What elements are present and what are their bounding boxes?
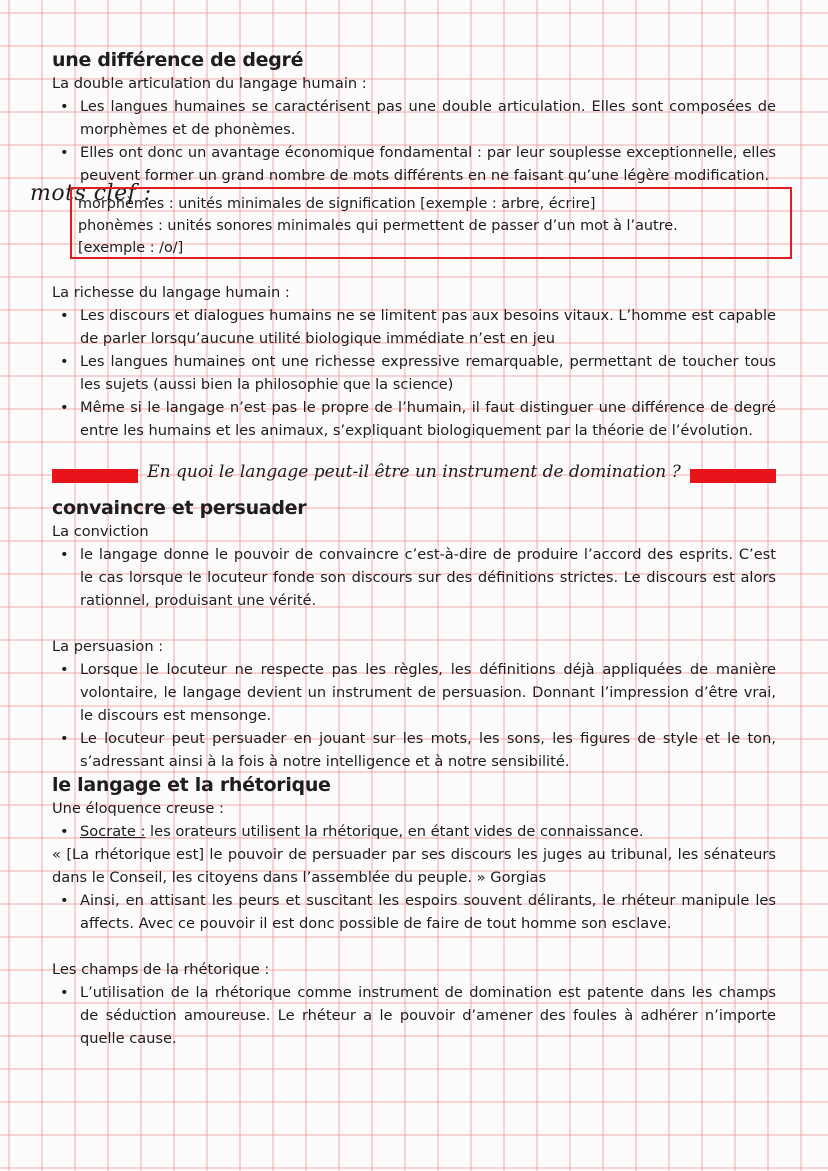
bullet-list <box>52 658 776 773</box>
subheading-eloquence-creuse: Une éloquence creuse : <box>52 800 224 817</box>
heading-difference-de-degre: une différence de degré <box>52 49 304 71</box>
socrate-text: les orateurs utilisent la rhétorique, en étant vides de connaissance. <box>145 823 644 840</box>
list-item: • Les langues humaines se caractérisent pas une double articulation. Elles sont composées de morphèmes et de phonèmes. <box>80 95 776 141</box>
list-item-socrate <box>80 820 776 843</box>
definitions-box <box>70 187 792 259</box>
list-item: • Les langues humaines ont une richesse expressive remarquable, permettant de toucher tous les sujets (aussi bien la philosophie que la science) <box>80 350 776 396</box>
definition-line: morphèmes : unités minimales de signification [exemple : arbre, écrire] <box>78 196 596 212</box>
bullet-list <box>52 981 776 1050</box>
bullet-list <box>52 543 776 612</box>
bullet-list <box>52 95 776 187</box>
list-item: • le langage donne le pouvoir de convaincre c’est-à-dire de produire l’accord des esprits. C’est le cas lorsque le locuteur fonde son discours sur des définitions strictes. Le discours est alors rationnel, produisant une vérité. <box>80 543 776 612</box>
subheading-conviction: La conviction <box>52 523 149 540</box>
question-title: En quoi le langage peut-il être un instrument de domination ? <box>147 461 681 482</box>
list-item: • L’utilisation de la rhétorique comme instrument de domination est patente dans les champs de séduction amoureuse. Le rhéteur a le pouvoir d’amener des foules à adhérer n’importe quelle cause. <box>80 981 776 1050</box>
list-item: • Ainsi, en attisant les peurs et suscitant les espoirs souvent délirants, le rhéteur manipule les affects. Avec ce pouvoir il est donc possible de faire de tout homme son esclave. <box>80 889 776 935</box>
definition-line: [exemple : /o/] <box>78 240 184 256</box>
red-bar-right <box>690 469 776 483</box>
subheading-persuasion: La persuasion : <box>52 638 164 655</box>
subheading-richesse: La richesse du langage humain : <box>52 284 290 301</box>
definition-line: phonèmes : unités sonores minimales qui permettent de passer d’un mot à l’autre. <box>78 218 678 234</box>
list-item: • Les discours et dialogues humains ne se limitent pas aux besoins vitaux. L’homme est capable de parler lorsqu’aucune utilité biologique immédiate n’est en jeu <box>80 304 776 350</box>
page <box>30 48 776 1050</box>
subheading-double-articulation: La double articulation du langage humain : <box>52 75 367 92</box>
mots-clef-label: mots clef : <box>30 181 152 206</box>
list-item: • Le locuteur peut persuader en jouant sur les mots, les sons, les figures de style et le ton, s’adressant ainsi à la fois à notre intelligence et à notre sensibilité. <box>80 727 776 773</box>
question-banner <box>52 448 776 496</box>
subheading-champs-rhetorique: Les champs de la rhétorique : <box>52 961 270 978</box>
list-item: • Lorsque le locuteur ne respecte pas les règles, les définitions déjà appliquées de manière volontaire, le langage devient un instrument de persuasion. Donnant l’impression d’être vrai, le discours est mensonge. <box>80 658 776 727</box>
bullet-list <box>52 820 776 843</box>
mots-clef-block <box>30 181 776 281</box>
socrate-name: Socrate : <box>80 823 146 840</box>
gorgias-quote: « [La rhétorique est] le pouvoir de persuader par ses discours les juges au tribunal, les sénateurs dans le Conseil, les citoyens dans l’assemblée du peuple. » Gorgias <box>52 846 776 886</box>
heading-langage-rhetorique: le langage et la rhétorique <box>52 774 331 796</box>
list-item: • Même si le langage n’est pas le propre de l’humain, il faut distinguer une différence de degré entre les humains et les animaux, s’expliquant biologiquement par la théorie de l’évolution. <box>80 396 776 442</box>
bullet-list <box>52 304 776 442</box>
list-item: • Elles ont donc un avantage économique fondamental : par leur souplesse exceptionnelle, elles peuvent former un grand nombre de mots différents en ne faisant qu’une légère modification. <box>80 141 776 187</box>
bullet-list <box>52 889 776 935</box>
red-bar-left <box>52 469 138 483</box>
heading-convaincre-persuader: convaincre et persuader <box>52 497 307 519</box>
